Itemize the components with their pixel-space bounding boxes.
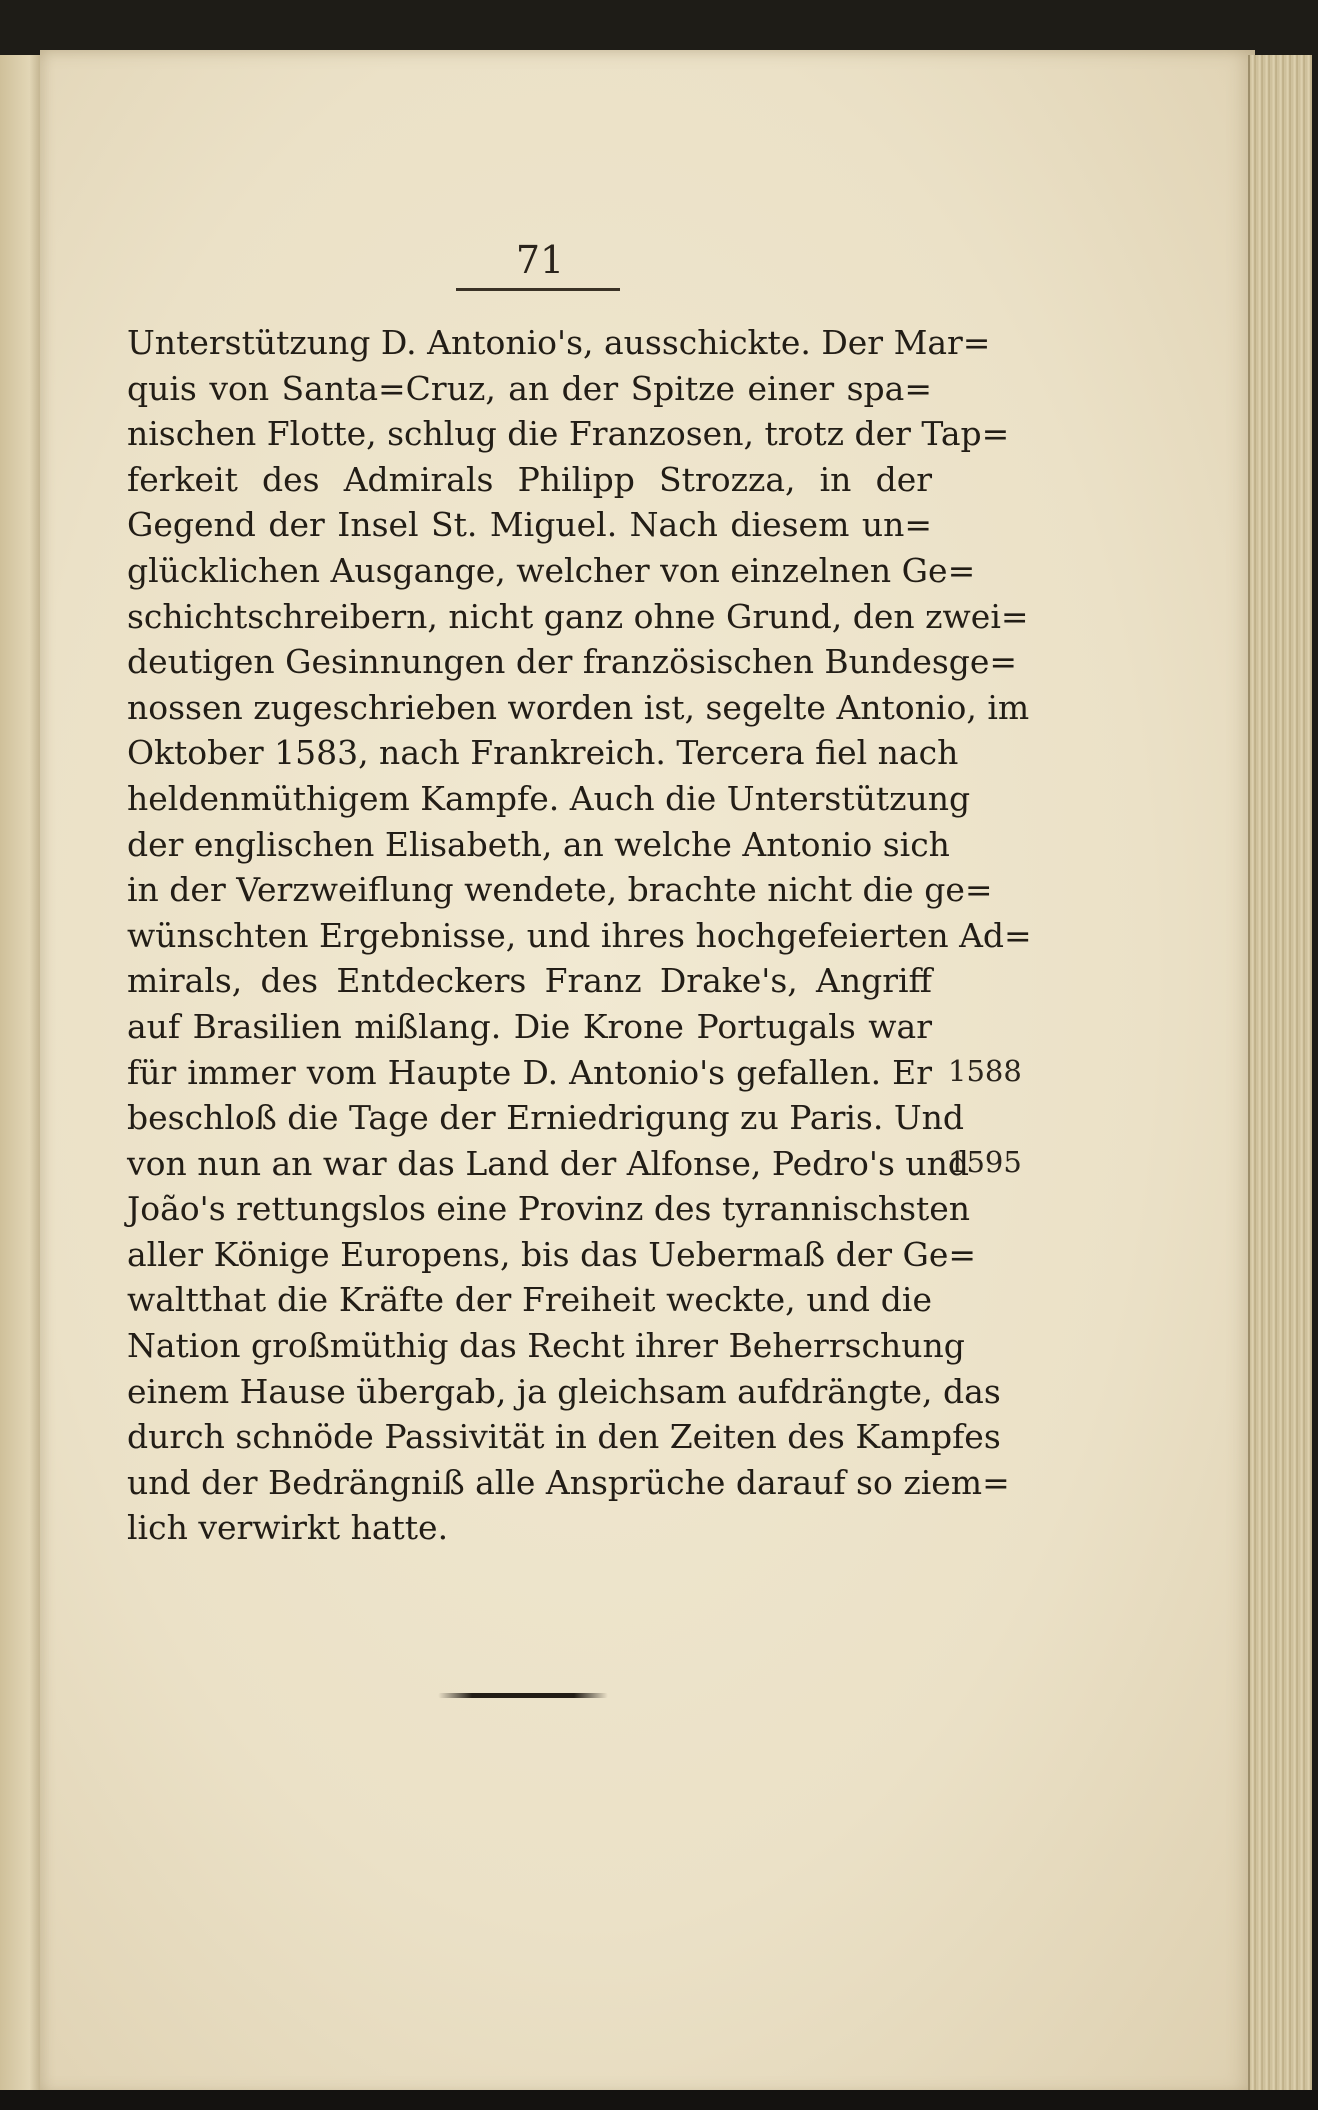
margin-note-1595: 1595 [948,1144,1022,1179]
text-line: nossen zugeschrieben worden ist, segelte Antonio, im [127,687,1030,727]
page-number: 71 [515,238,565,282]
text-line: Unterstützung D. Antonio's, ausschickte. Der Mar= [127,323,991,362]
text-line: in der Verzweiflung wendete, brachte nicht die ge= [127,870,993,910]
text-line: mirals, des Entdeckers Franz Drake's, Angriff [127,961,932,1001]
text-line: auf Brasilien mißlang. Die Krone Portugals war [127,1006,932,1046]
page-stack-edges [1248,55,1312,2095]
text-line: beschloß die Tage der Erniedrigung zu Paris. Und [127,1098,965,1138]
text-line: einem Hause übergab, ja gleichsam aufdrängte, das [127,1371,1001,1411]
text-line: durch schnöde Passivität in den Zeiten des Kampfes [127,1417,1001,1457]
text-line: quis von Santa=Cruz, an der Spitze einer spa= [127,368,932,408]
margin-note-1588: 1588 [948,1053,1022,1088]
text-line: waltthat die Kräfte der Freiheit weckte, und die [127,1280,932,1320]
text-line: Gegend der Insel St. Miguel. Nach diesem un= [127,505,932,545]
text-line: Oktober 1583, nach Frankreich. Tercera fiel nach [127,733,959,773]
text-line: der englischen Elisabeth, an welche Antonio sich [127,824,950,864]
closing-ornament-rule [438,1693,608,1698]
text-line: lich verwirkt hatte. [127,1508,449,1548]
text-line: und der Bedrängniß alle Ansprüche darauf so ziem= [127,1462,1010,1502]
text-line: aller Könige Europens, bis das Uebermaß der Ge= [127,1234,977,1274]
text-line: wünschten Ergebnisse, und ihres hochgefeierten Ad= [127,915,1032,955]
text-line: deutigen Gesinnungen der französischen Bundesge= [127,642,1018,682]
text-line: nischen Flotte, schlug die Franzosen, trotz der Tap= [127,414,1010,454]
scan-background [0,2090,1318,2110]
text-line: João's rettungslos eine Provinz des tyrannischsten [127,1189,971,1229]
text-line: glücklichen Ausgange, welcher von einzelnen Ge= [127,550,976,590]
text-line: ferkeit des Admirals Philipp Strozza, in der [127,459,932,499]
text-line: für immer vom Haupte D. Antonio's gefallen. Er [127,1052,932,1092]
left-page-edge [0,55,42,2095]
header-rule [456,288,620,291]
text-line: Nation großmüthig das Recht ihrer Beherrschung [127,1326,965,1366]
text-line: von nun an war das Land der Alfonse, Pedro's und [127,1143,970,1183]
text-line: schichtschreibern, nicht ganz ohne Grund, den zwei= [127,596,1029,636]
text-line: heldenmüthigem Kampfe. Auch die Unterstützung [127,778,971,818]
